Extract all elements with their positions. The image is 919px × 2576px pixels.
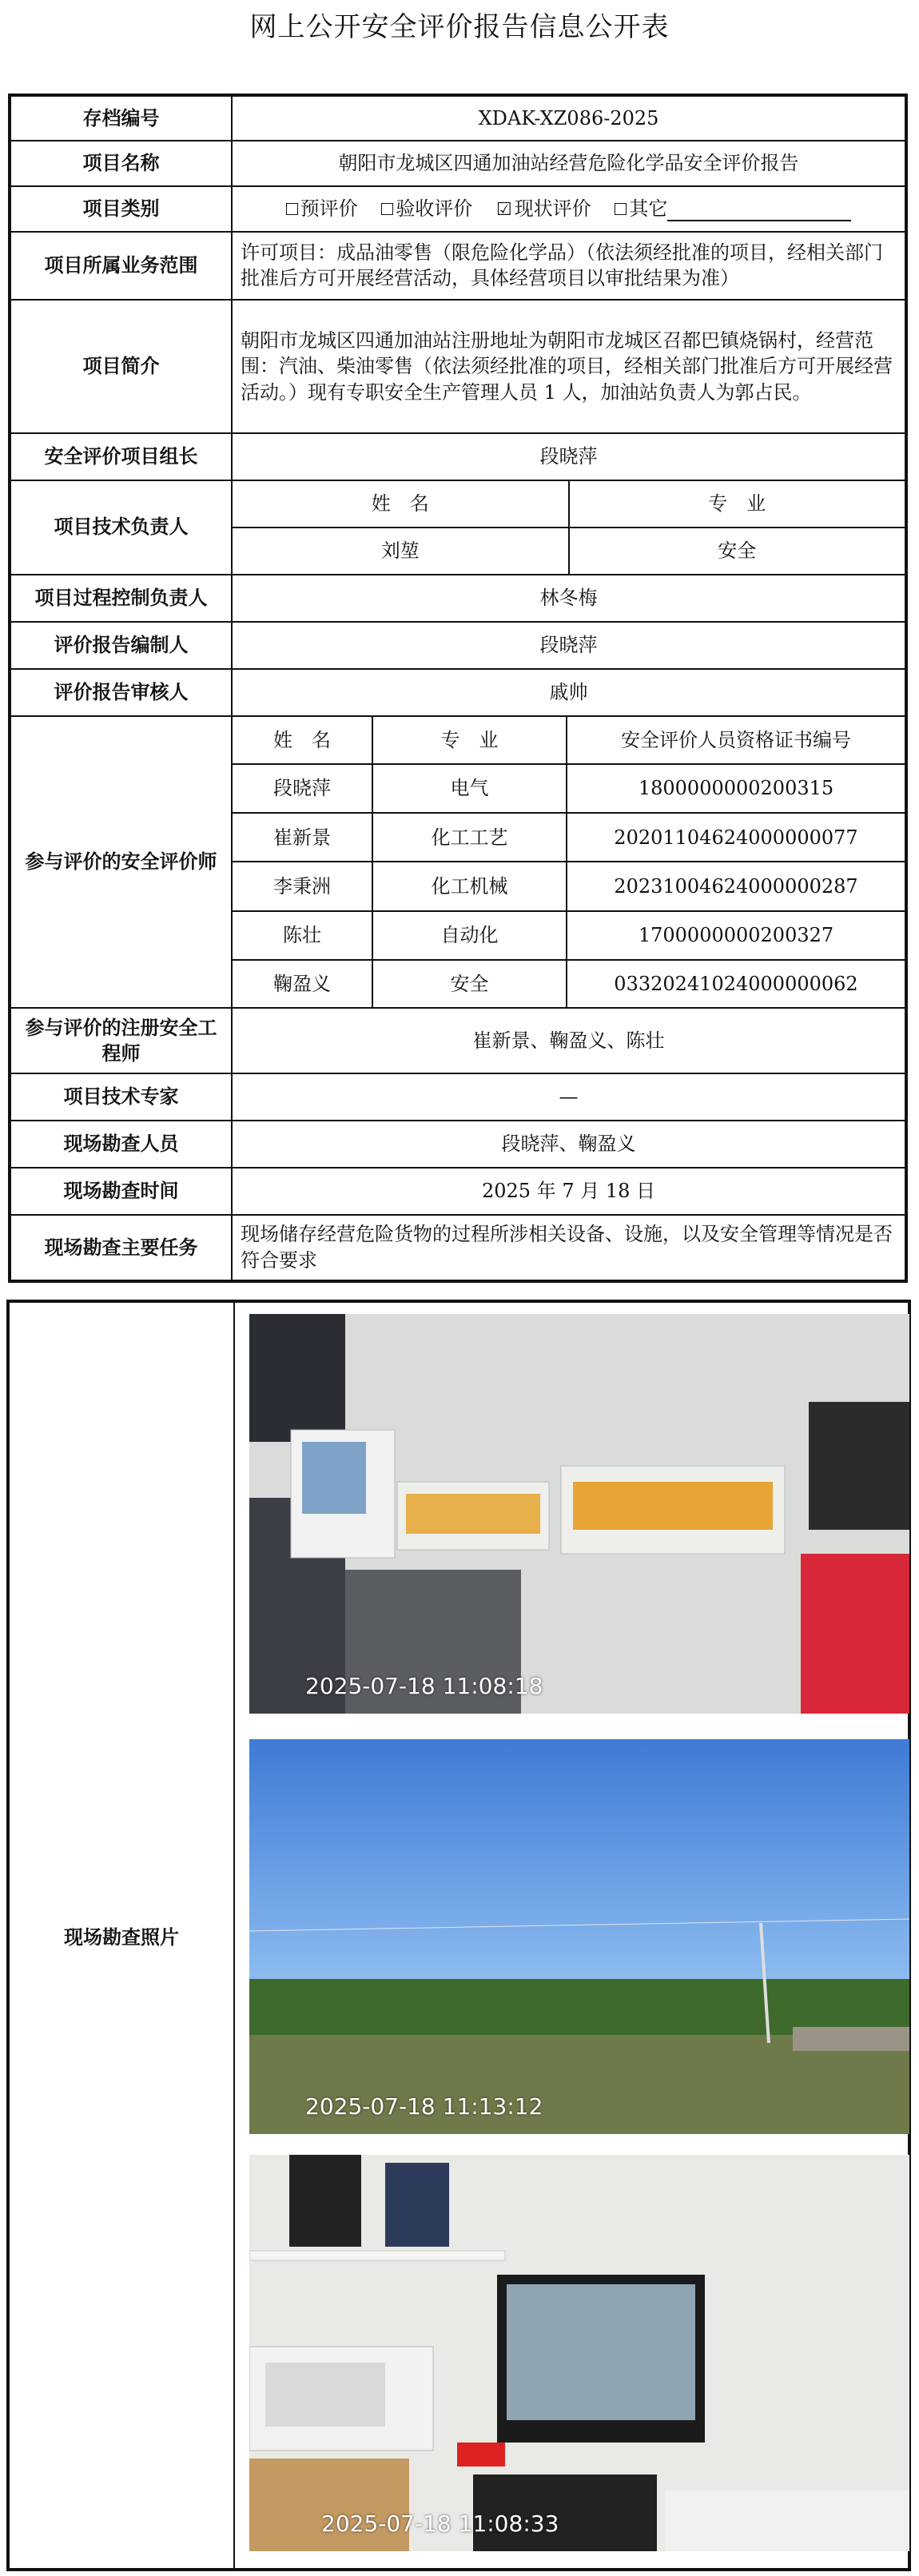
process-ctrl-value: 林冬梅	[232, 575, 906, 622]
evaluator-cert: 03320241024000000062	[567, 960, 905, 1008]
survey-time-value: 2025 年 7 月 18 日	[232, 1168, 906, 1215]
tech-lead-cell	[232, 480, 906, 575]
option-status: ☑ 现状评价	[495, 197, 591, 220]
evaluator-name: 鞠盈义	[233, 960, 372, 1008]
intro-label: 项目简介	[10, 300, 232, 433]
evaluator-cert: 20201104624000000077	[567, 813, 905, 862]
evaluators-table	[233, 717, 905, 1008]
evaluators-label: 参与评价的安全评价师	[10, 716, 232, 1009]
intro-value: 朝阳市龙城区四通加油站注册地址为朝阳市龙城区召都巴镇烧锅村，经营范围：汽油、柴油零售（依法须经批准的项目，经相关部门批准后方可开展经营活动。）现有专职安全生产管理人员 1 人，加油站负责人为郭占民。	[232, 300, 906, 433]
reviewer-label: 评价报告审核人	[10, 669, 232, 716]
evaluators-cell	[232, 716, 906, 1009]
business-scope-label: 项目所属业务范围	[10, 232, 232, 300]
table-row	[233, 813, 905, 862]
leader-value: 段晓萍	[232, 433, 906, 480]
table-row	[233, 911, 905, 960]
blank-line	[667, 202, 851, 221]
reg-engineers-value: 崔新景、鞠盈义、陈壮	[232, 1008, 906, 1073]
checkbox-icon	[381, 203, 393, 215]
project-name-value: 朝阳市龙城区四通加油站经营危险化学品安全评价报告	[232, 141, 906, 186]
photo-timestamp: 2025-07-18 11:08:33	[321, 2510, 559, 2537]
checked-box-icon: ☑	[495, 199, 512, 220]
survey-time-label: 现场勘查时间	[10, 1168, 232, 1215]
evaluator-cert: 20231004624000000287	[567, 862, 905, 910]
tech-lead-major: 安全	[569, 528, 905, 574]
evaluator-cert: 1700000000200327	[567, 911, 905, 960]
page-title: 网上公开安全评价报告信息公开表	[249, 11, 670, 43]
table-row	[233, 764, 905, 813]
checkbox-icon	[615, 203, 627, 215]
evaluator-cert: 1800000000200315	[567, 764, 905, 813]
option-pre-evaluation: 预评价	[286, 196, 358, 221]
leader-label: 安全评价项目组长	[10, 433, 232, 480]
table-row	[233, 960, 905, 1008]
experts-value: —	[232, 1073, 906, 1121]
tech-lead-name: 刘堃	[233, 528, 569, 574]
archive-no-value: XDAK-XZ086-2025	[232, 95, 906, 141]
evaluator-name: 崔新景	[233, 813, 372, 862]
evaluator-major: 安全	[372, 960, 567, 1008]
reg-engineers-label: 参与评价的注册安全工程师	[10, 1008, 232, 1073]
photo-timestamp: 2025-07-18 11:13:12	[305, 2093, 543, 2120]
evaluators-header-major: 专 业	[372, 717, 567, 764]
evaluator-name: 陈壮	[233, 911, 372, 960]
tech-lead-label: 项目技术负责人	[10, 480, 232, 575]
evaluator-name: 段晓萍	[233, 764, 372, 813]
evaluator-major: 自动化	[372, 911, 567, 960]
photos-label: 现场勘查照片	[10, 1303, 235, 2568]
project-name-label: 项目名称	[10, 141, 232, 186]
table-row	[233, 717, 905, 764]
compiler-value: 段晓萍	[232, 622, 906, 669]
tech-lead-table	[233, 481, 905, 574]
option-acceptance: 验收评价	[381, 196, 472, 221]
compiler-label: 评价报告编制人	[10, 622, 232, 669]
photo-table	[6, 1300, 911, 2571]
process-ctrl-label: 项目过程控制负责人	[10, 575, 232, 622]
survey-task-value: 现场储存经营危险货物的过程所涉相关设备、设施，以及安全管理等情况是否符合要求	[232, 1215, 906, 1281]
option-other: 其它	[615, 196, 851, 221]
tech-lead-header-name: 姓 名	[233, 481, 569, 528]
photo-timestamp: 2025-07-18 11:08:18	[305, 1673, 543, 1699]
experts-label: 项目技术专家	[10, 1073, 232, 1121]
site-photo-electrical-panels	[249, 1314, 909, 1714]
reviewer-value: 戚帅	[232, 669, 906, 716]
project-type-options	[232, 186, 906, 232]
evaluator-major: 电气	[372, 764, 567, 813]
photos-cell	[237, 1303, 908, 2568]
info-table	[8, 94, 908, 1283]
business-scope-value: 许可项目：成品油零售（限危险化学品）（依法须经批准的项目，经相关部门批准后方可开展经营活动，具体经营项目以审批结果为准）	[232, 232, 906, 300]
site-photo-office	[249, 2155, 909, 2551]
survey-staff-label: 现场勘查人员	[10, 1121, 232, 1168]
tech-lead-header-major: 专 业	[569, 481, 905, 528]
evaluator-name: 李秉洲	[233, 862, 372, 910]
evaluators-header-name: 姓 名	[233, 717, 372, 764]
archive-no-label: 存档编号	[10, 95, 232, 141]
evaluators-header-cert: 安全评价人员资格证书编号	[567, 717, 905, 764]
survey-task-label: 现场勘查主要任务	[10, 1215, 232, 1281]
project-type-label: 项目类别	[10, 186, 232, 232]
evaluator-major: 化工工艺	[372, 813, 567, 862]
table-row	[233, 862, 905, 910]
evaluator-major: 化工机械	[372, 862, 567, 910]
survey-staff-value: 段晓萍、鞠盈义	[232, 1121, 906, 1168]
checkbox-icon	[286, 203, 298, 215]
site-photo-field	[249, 1739, 909, 2134]
